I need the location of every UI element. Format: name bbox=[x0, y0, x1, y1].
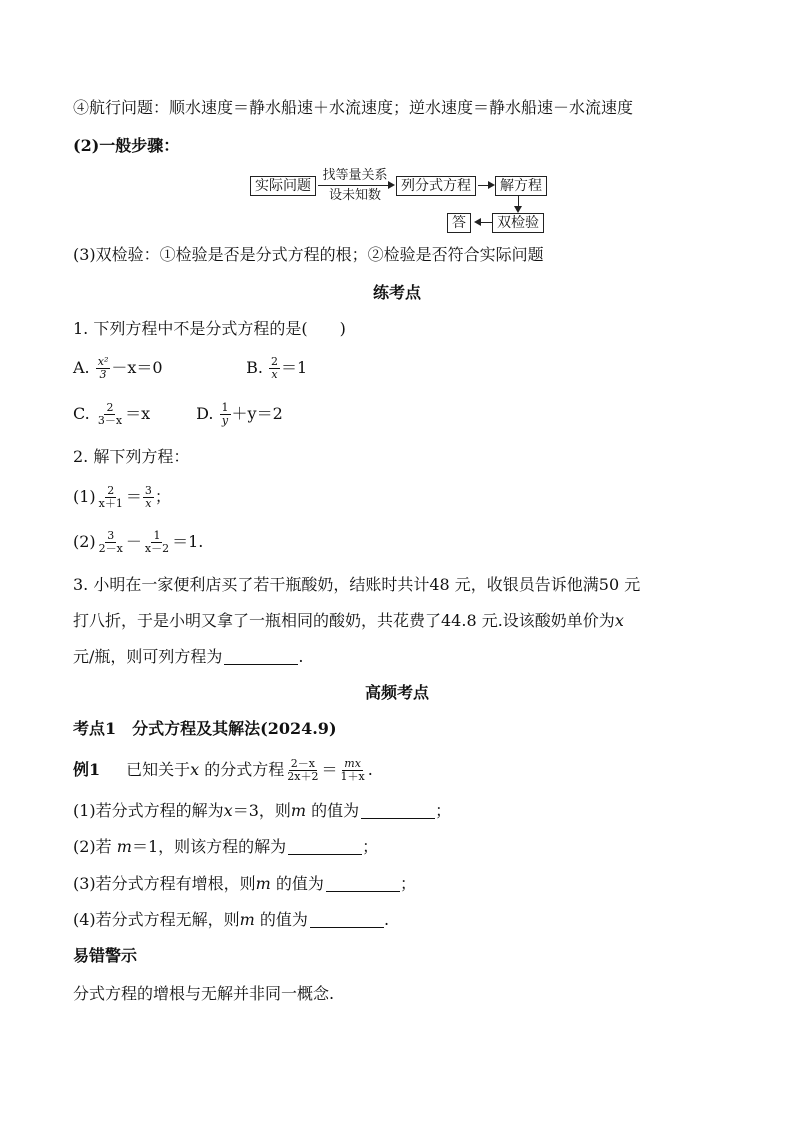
fraction-numerator: 1 bbox=[153, 529, 161, 542]
example-1-fraction-right bbox=[339, 758, 367, 783]
q3-line2-text: 打八折，于是小明又拿了一瓶相同的酸奶，共花费了44.8 元.设该酸奶单价为 bbox=[73, 611, 615, 630]
q3-line3 bbox=[73, 646, 304, 668]
sub-question-4 bbox=[73, 909, 389, 931]
q1-option-a bbox=[73, 356, 241, 381]
sub-question-3 bbox=[73, 873, 416, 895]
answer-blank[interactable] bbox=[310, 911, 384, 928]
box-actual-problem: 实际问题 bbox=[250, 176, 316, 196]
q1-option-d-label: D. bbox=[196, 404, 214, 423]
example-1-end: . bbox=[367, 760, 373, 779]
label-find-relation: 找等量关系 bbox=[322, 168, 388, 183]
sub4-end: . bbox=[383, 910, 390, 929]
minus-sign: － bbox=[125, 532, 142, 551]
box-solve-equation: 解方程 bbox=[495, 176, 547, 196]
fraction-denominator: 3－x bbox=[97, 414, 123, 427]
fraction-denominator: x bbox=[145, 497, 152, 510]
sub2-text-a: (2)若 bbox=[73, 837, 117, 856]
label-set-unknown: 设未知数 bbox=[328, 188, 381, 203]
sub2-variable-m: m bbox=[116, 837, 132, 856]
q1-options-cd bbox=[73, 402, 283, 427]
fraction-numerator: x² bbox=[97, 355, 109, 368]
q1-option-c-label: C. bbox=[73, 404, 90, 423]
fraction-denominator: 2x＋2 bbox=[287, 770, 319, 783]
answer-blank[interactable] bbox=[288, 838, 362, 855]
sub1-variable-m: m bbox=[290, 801, 307, 820]
q2-part2-label: (2) bbox=[73, 532, 96, 551]
double-check-line bbox=[73, 244, 544, 266]
example-1-variable-x: x bbox=[190, 760, 200, 779]
q2-part1-end: ； bbox=[154, 487, 171, 506]
sub3-text-b: 的值为 bbox=[270, 874, 324, 893]
q2-part1-fraction-left bbox=[97, 485, 125, 510]
fraction-numerator: 2 bbox=[107, 484, 115, 497]
fraction-denominator: x－2 bbox=[144, 542, 170, 555]
fraction-numerator: 3 bbox=[144, 484, 152, 497]
q2-stem: 2. 解下列方程： bbox=[73, 447, 190, 466]
sub1-text-c: 的值为 bbox=[306, 801, 360, 820]
sub-question-2 bbox=[73, 836, 378, 858]
q2-part1-label: (1) bbox=[73, 487, 96, 506]
example-1-line bbox=[73, 758, 373, 783]
q1-option-b-label: B. bbox=[246, 358, 263, 377]
q1-option-d bbox=[196, 402, 283, 427]
q3-line3-text: 元/瓶，则可列方程为 bbox=[73, 647, 223, 666]
arrow-head-4 bbox=[474, 218, 481, 226]
fraction-denominator: 3 bbox=[99, 368, 107, 381]
box-double-check: 双检验 bbox=[492, 213, 544, 233]
q3-line3-end: . bbox=[298, 647, 304, 666]
key-point-1-heading: 考点1 分式方程及其解法(2024.9) bbox=[73, 719, 337, 738]
q1-option-b-fraction bbox=[269, 356, 280, 381]
q1-stem: 1. 下列方程中不是分式方程的是( ) bbox=[73, 319, 346, 338]
fraction-numerator: 2－x bbox=[290, 757, 315, 770]
fraction-denominator: y bbox=[221, 414, 229, 427]
sub-question-1 bbox=[73, 800, 451, 822]
answer-blank[interactable] bbox=[224, 648, 298, 665]
fraction-numerator: mx bbox=[344, 757, 361, 770]
sub3-text-a: (3)若分式方程有增根，则 bbox=[73, 874, 256, 893]
box-fractional-equation: 列分式方程 bbox=[396, 176, 476, 196]
q2-part1 bbox=[73, 485, 171, 510]
q3-variable-x: x bbox=[614, 611, 624, 630]
answer-blank[interactable] bbox=[326, 875, 400, 892]
sub4-text-b: 的值为 bbox=[254, 910, 308, 929]
q1-option-c-rest: ＝x bbox=[125, 404, 151, 423]
fraction-numerator: 2 bbox=[106, 401, 114, 414]
sub1-text-b: ＝3，则 bbox=[232, 801, 291, 820]
q1-option-a-label: A. bbox=[73, 358, 90, 377]
q3-line2 bbox=[73, 610, 624, 632]
sub1-end: ； bbox=[435, 801, 452, 820]
q2-part1-fraction-right bbox=[143, 485, 154, 510]
section-high-frequency-heading: 高频考点 bbox=[364, 683, 429, 702]
example-1-label: 例1 bbox=[73, 760, 101, 779]
box-answer: 答 bbox=[447, 213, 471, 233]
arrow-head-2 bbox=[488, 181, 495, 189]
arrow-line-1 bbox=[318, 185, 388, 186]
q1-option-b-rest: ＝1 bbox=[281, 358, 308, 377]
sub3-end: ； bbox=[399, 874, 416, 893]
q2-part2-end: ＝1. bbox=[172, 532, 204, 551]
fraction-numerator: 3 bbox=[107, 529, 115, 542]
sub1-text-a: (1)若分式方程的解为 bbox=[73, 801, 224, 820]
navigation-problem-line: ④航行问题：顺水速度＝静水船速＋水流速度；逆水速度＝静水船速－水流速度 bbox=[73, 98, 634, 117]
q1-option-b bbox=[246, 356, 307, 381]
section-practice-heading: 练考点 bbox=[372, 283, 421, 302]
arrow-head-1 bbox=[388, 181, 395, 189]
q3-line1: 3. 小明在一家便利店买了若干瓶酸奶，结账时共计48 元，收银员告诉他满50 元 bbox=[73, 575, 641, 594]
example-1-text2: 的分式方程 bbox=[199, 760, 285, 779]
fraction-denominator: 1＋x bbox=[340, 770, 365, 783]
equals-sign: ＝ bbox=[125, 487, 142, 506]
q1-option-d-fraction bbox=[220, 402, 231, 427]
sub2-end: ； bbox=[362, 837, 379, 856]
warning-title: 易错警示 bbox=[73, 946, 138, 965]
sub4-text-a: (4)若分式方程无解，则 bbox=[73, 910, 240, 929]
warning-text: 分式方程的增根与无解并非同一概念. bbox=[73, 984, 335, 1003]
fraction-denominator: x＋1 bbox=[98, 497, 123, 510]
q2-part2 bbox=[73, 530, 203, 555]
sub3-variable-m: m bbox=[255, 874, 271, 893]
fraction-numerator: 1 bbox=[221, 401, 229, 414]
example-1-fraction-left bbox=[285, 758, 320, 783]
q1-options-ab bbox=[73, 356, 307, 381]
q1-option-a-rest: －x＝0 bbox=[111, 358, 163, 377]
double-check-text: (3)双检验：①检验是否是分式方程的根；②检验是否符合实际问题 bbox=[73, 245, 544, 264]
answer-blank[interactable] bbox=[361, 802, 435, 819]
fraction-numerator: 2 bbox=[271, 355, 279, 368]
sub4-variable-m: m bbox=[239, 910, 255, 929]
sub2-text-b: ＝1，则该方程的解为 bbox=[131, 837, 287, 856]
q2-part2-fraction-right bbox=[143, 530, 171, 555]
sub1-variable-x: x bbox=[223, 801, 233, 820]
q1-option-c-fraction bbox=[96, 402, 124, 427]
arrow-head-3 bbox=[514, 206, 522, 213]
q1-option-a-fraction bbox=[96, 356, 111, 381]
q1-option-c bbox=[73, 402, 191, 427]
fraction-denominator: x bbox=[271, 368, 278, 381]
q1-option-d-rest: ＋y＝2 bbox=[231, 404, 283, 423]
example-1-text: 已知关于 bbox=[126, 760, 191, 779]
steps-title: (2)一般步骤： bbox=[73, 136, 180, 155]
equals-sign: ＝ bbox=[321, 760, 338, 779]
q2-part2-fraction-left bbox=[97, 530, 125, 555]
fraction-denominator: 2－x bbox=[98, 542, 123, 555]
